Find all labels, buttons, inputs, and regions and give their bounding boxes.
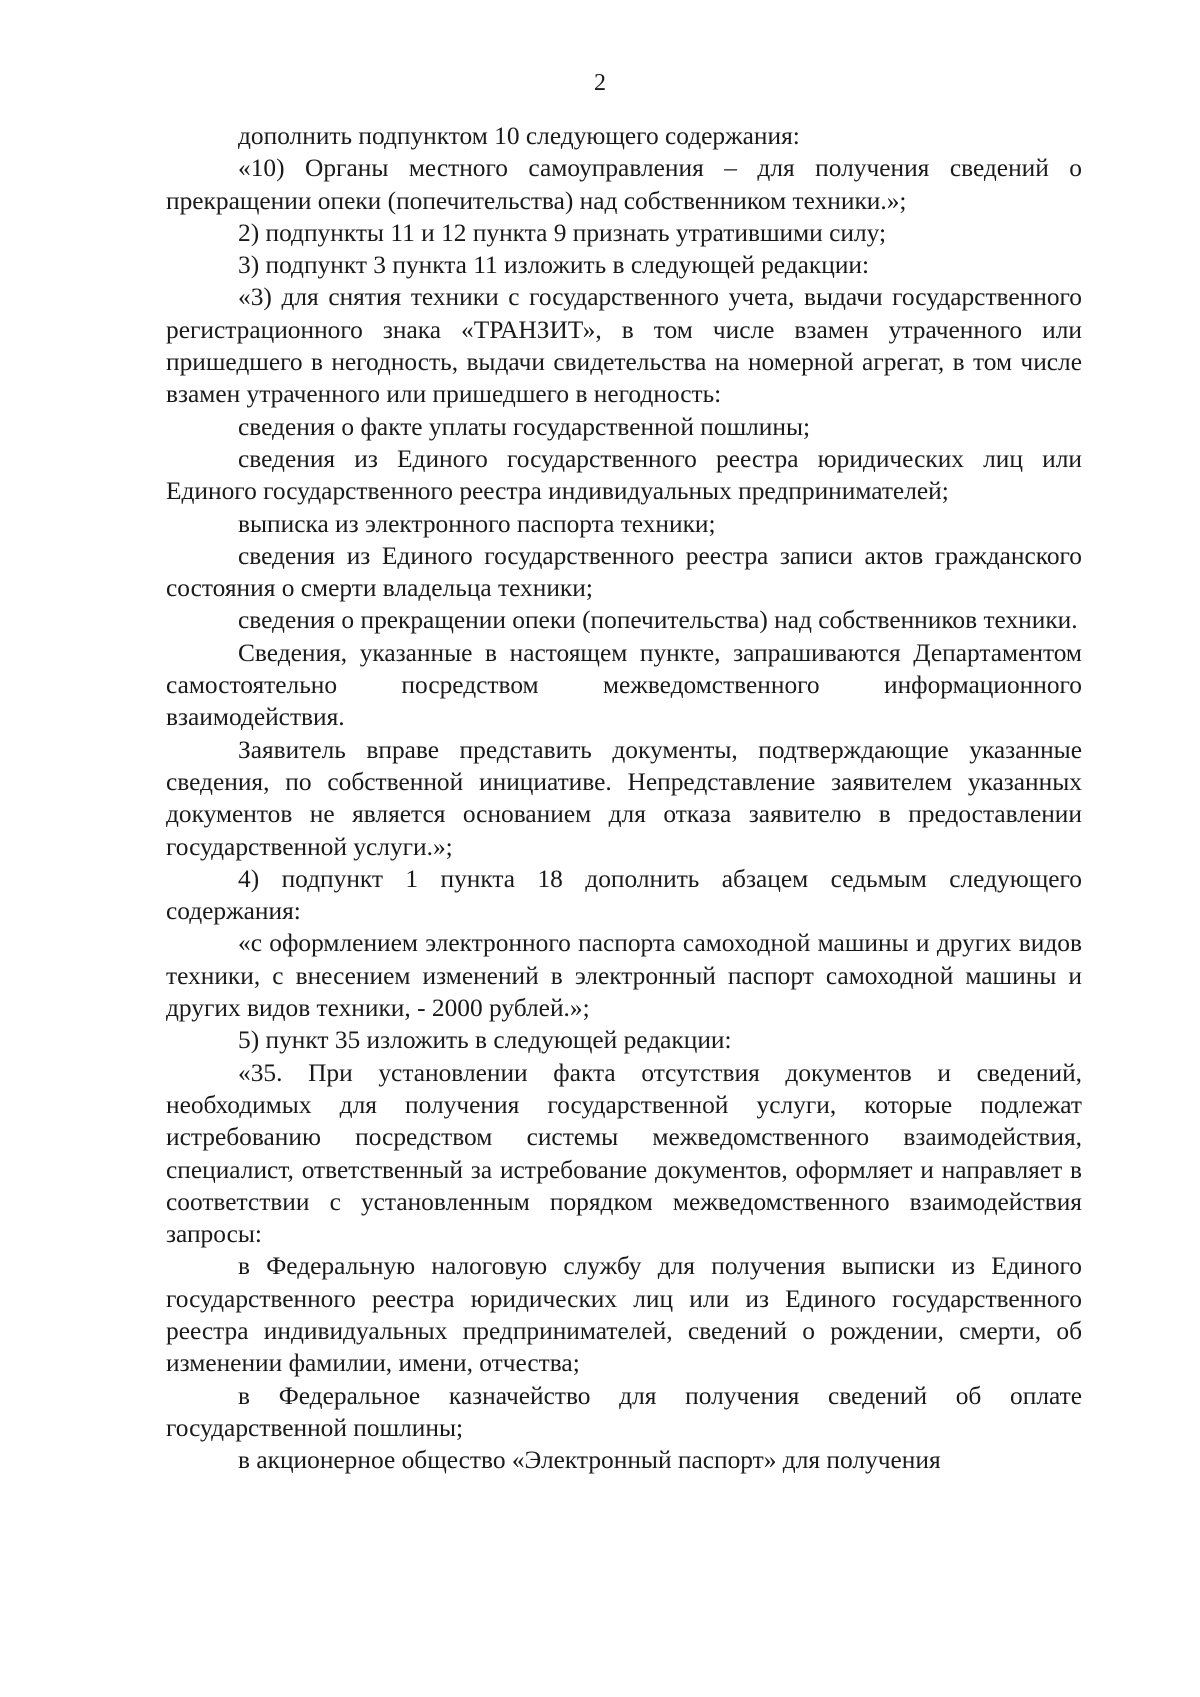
paragraph: 3) подпункт 3 пункта 11 изложить в следующей редакции: bbox=[238, 251, 870, 280]
paragraph: в Федеральную налоговую службу для получения выписки из Единого государственного реестра юридических лиц или из Единого государственного реестра индивидуальных предпринимателей, сведений о рождении, смерти, об изменении фамилии, имени, отчества; bbox=[166, 1252, 1082, 1378]
paragraph: в акционерное общество «Электронный паспорт» для получения bbox=[238, 1446, 941, 1475]
paragraph: 2) подпункты 11 и 12 пункта 9 признать утратившими силу; bbox=[238, 218, 887, 247]
paragraph: сведения о факте уплаты государственной пошлины; bbox=[238, 412, 811, 441]
paragraph: сведения из Единого государственного реестра юридических лиц или Единого государственного реестра индивидуальных предпринимателей; bbox=[166, 444, 1082, 506]
paragraph: Сведения, указанные в настоящем пункте, запрашиваются Департаментом самостоятельно посредством межведомственного информационного взаимодействия. bbox=[166, 638, 1082, 732]
paragraph: сведения о прекращении опеки (попечительства) над собственников техники. bbox=[238, 606, 1078, 635]
paragraph: сведения из Единого государственного реестра записи актов гражданского состояния о смерти владельца техники; bbox=[166, 541, 1082, 603]
page-number: 2 bbox=[594, 70, 606, 96]
paragraph: дополнить подпунктом 10 следующего содержания: bbox=[238, 122, 800, 150]
paragraph: «с оформлением электронного паспорта самоходной машины и других видов техники, с внесением изменений в электронный паспорт самоходной машины и других видов техники, - 2000 рублей.»; bbox=[166, 929, 1082, 1023]
paragraph: 4) подпункт 1 пункта 18 дополнить абзацем седьмым следующего содержания: bbox=[166, 864, 1082, 926]
paragraph: Заявитель вправе представить документы, подтверждающие указанные сведения, по собственной инициативе. Непредставление заявителем указанных документов не является основанием для отказа заявителю в предоставлении государственной услуги.»; bbox=[166, 735, 1082, 861]
paragraph: «3) для снятия техники с государственного учета, выдачи государственного регистрационного знака «ТРАНЗИТ», в том числе взамен утраченного или пришедшего в негодность, выдачи свидетельства на номерной агрегат, в том числе взамен утраченного или пришедшего в негодность: bbox=[166, 283, 1082, 409]
paragraph: «10) Органы местного самоуправления – для получения сведений о прекращении опеки (попечительства) над собственником техники.»; bbox=[166, 154, 1082, 215]
paragraph: в Федеральное казначейство для получения сведений об оплате государственной пошлины; bbox=[166, 1381, 1082, 1442]
document-body bbox=[166, 120, 1082, 1476]
paragraph: выписка из электронного паспорта техники; bbox=[238, 509, 716, 538]
paragraph: «35. При установлении факта отсутствия документов и сведений, необходимых для получения государственной услуги, которые подлежат истребованию посредством системы межведомственного взаимодействия, специалист, ответственный за истребование документов, оформляет и направляет в соответствии с установленным порядком межведомственного взаимодействия запросы: bbox=[166, 1058, 1082, 1249]
paragraph: 5) пункт 35 изложить в следующей редакции: bbox=[238, 1026, 732, 1055]
